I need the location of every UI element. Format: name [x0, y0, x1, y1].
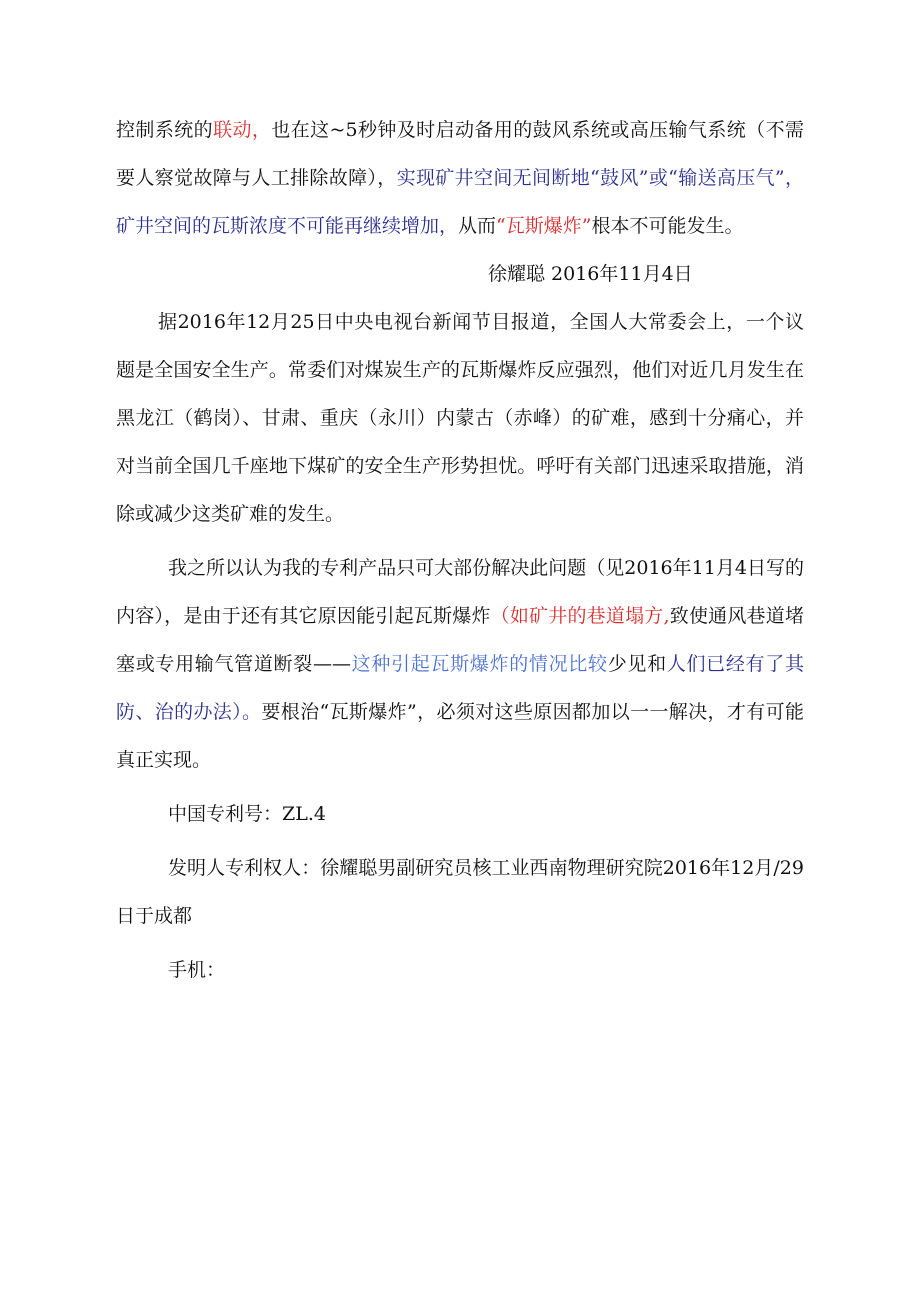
paragraph-patent-reason	[116, 544, 804, 784]
paragraph-linkage	[116, 106, 804, 250]
text-segment: 从而	[458, 215, 497, 237]
text-highlight-navy: 人们已经有了其防、治的办法）。	[116, 653, 804, 723]
text-highlight-red: 联动，	[213, 119, 272, 141]
text-highlight-red: “瓦斯爆炸”	[496, 215, 592, 237]
text-highlight-blue: 这种引起瓦斯爆炸的情况比较	[350, 653, 608, 675]
text-highlight-red: （如矿井的巷道塌方,	[490, 605, 670, 627]
paragraph-news-report: 据2016年12月25日中央电视台新闻节目报道，全国人大常委会上，一个议题是全国安全生产。常委们对煤炭生产的瓦斯爆炸反应强烈，他们对近几月发生在黑龙江（鹤岗）、甘肃、重庆（永川）内蒙古（赤峰）的矿难，感到十分痛心，并对当前全国几千座地下煤矿的安全生产形势担忧。呼吁有关部门迅速采取措施，消除或减少这类矿难的发生。	[116, 311, 804, 525]
text-segment: 要根治“瓦斯爆炸”，必须对这些原因都加以一一解决，才有可能真正实现。	[116, 701, 804, 771]
signature-date: 徐耀聪 2016年11月4日	[488, 263, 693, 285]
text-segment: 控制系统的	[116, 119, 214, 141]
text-segment: 我之所以认为我的专利产品只可大部份解决此问题（见2016年11月4日写的内容），是由于还有其它原因能引起瓦斯爆炸	[116, 557, 804, 627]
text-highlight-navy: 实现矿井空间无间断地“鼓风”或“输送高压气”，矿井空间的瓦斯浓度不可能再继续增加，	[116, 167, 804, 237]
text-segment: 致使通风巷道堵塞或专用输气管道断裂——	[116, 605, 804, 675]
phone-label: 手机：	[168, 959, 226, 981]
inventor-info: 发明人专利权人：徐耀聪男副研究员核工业西南物理研究院2016年12月/29日于成都	[116, 857, 804, 927]
patent-number: 中国专利号：ZL.4	[168, 803, 326, 825]
text-segment: 根本不可能发生。	[591, 215, 744, 237]
text-segment: 也在这~5秒钟及时启动备用的鼓风系统或高压输气系统（不需要人察觉故障与人工排除故障），	[116, 119, 804, 189]
text-segment: 少见和	[607, 653, 667, 675]
